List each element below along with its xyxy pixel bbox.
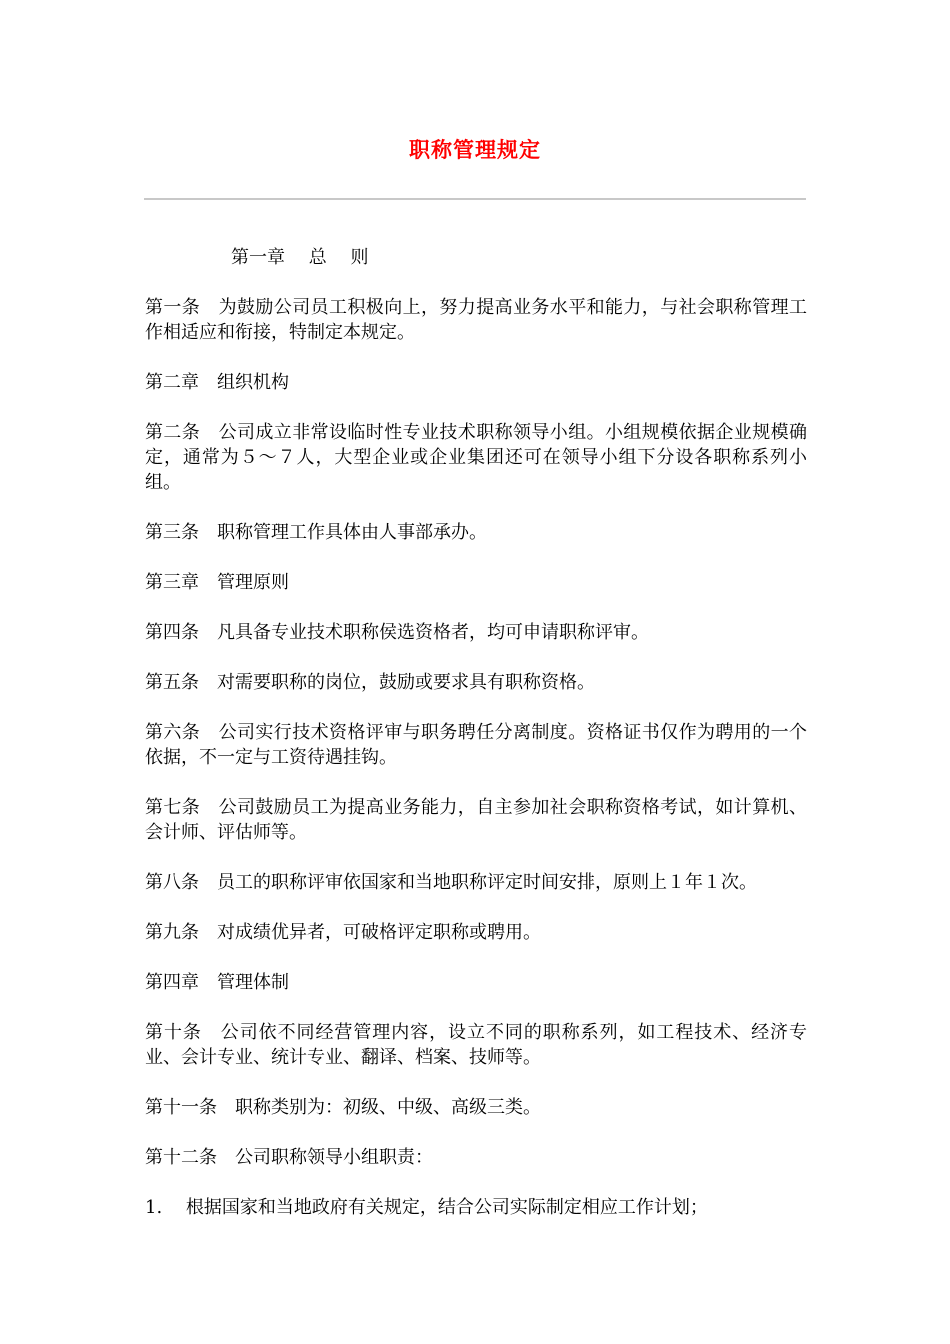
article-6: 第六条 公司实行技术资格评审与职务聘任分离制度。资格证书仅作为聘用的一个依据，不一定与工资待遇挂钩。 [145,722,807,768]
article-7: 第七条 公司鼓励员工为提高业务能力，自主参加社会职称资格考试，如计算机、会计师、评估师等。 [145,797,807,843]
chapter-heading: 第三章 管理原则 [145,572,289,593]
article-4: 第四条 凡具备专业技术职称侯选资格者，均可申请职称评审。 [145,622,649,643]
article-5: 第五条 对需要职称的岗位，鼓励或要求具有职称资格。 [145,672,595,693]
document-title: 职称管理规定 [409,138,541,162]
article-8: 第八条 员工的职称评审依国家和当地职称评定时间安排，原则上１年１次。 [145,872,757,893]
article-1: 第一条 为鼓励公司员工积极向上，努力提高业务水平和能力，与社会职称管理工作相适应和衔接，特制定本规定。 [145,297,807,343]
article-3: 第三条 职称管理工作具体由人事部承办。 [145,522,487,543]
list-item: 1. 根据国家和当地政府有关规定，结合公司实际制定相应工作计划； [145,1197,708,1218]
chapter-heading: 第四章 管理体制 [145,972,289,993]
chapter-heading: 第一章 总 则 [231,247,369,268]
article-2: 第二条 公司成立非常设临时性专业技术职称领导小组。小组规模依据企业规模确定，通常为５～７人，大型企业或企业集团还可在领导小组下分设各职称系列小组。 [145,422,807,493]
document-body [145,245,807,1220]
article-9: 第九条 对成绩优异者，可破格评定职称或聘用。 [145,922,541,943]
article-12: 第十二条 公司职称领导小组职责： [145,1147,433,1168]
chapter-heading: 第二章 组织机构 [145,372,289,393]
article-11: 第十一条 职称类别为：初级、中级、高级三类。 [145,1097,541,1118]
article-10: 第十条 公司依不同经营管理内容，设立不同的职称系列，如工程技术、经济专业、会计专业、统计专业、翻译、档案、技师等。 [145,1022,807,1068]
title-divider [144,198,806,200]
